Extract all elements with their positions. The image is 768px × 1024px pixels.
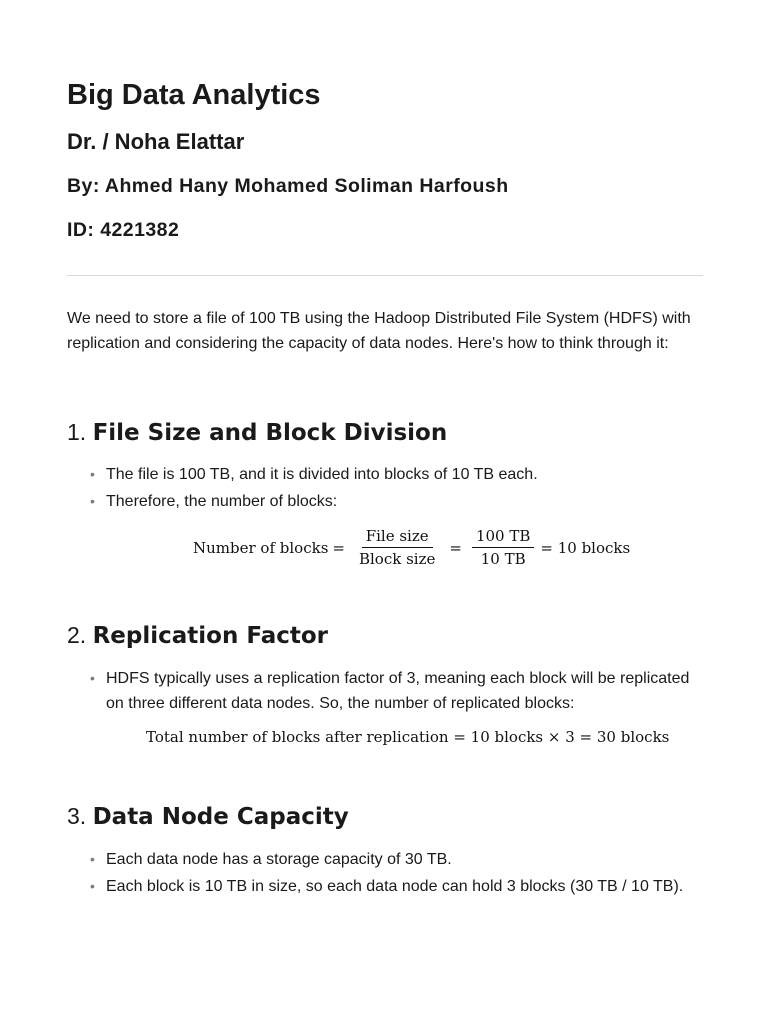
document-title: Big Data Analytics: [67, 79, 321, 111]
section-heading-file-size: [67, 418, 447, 447]
list-item-text: Each data node has a storage capacity of 30 TB.: [106, 851, 452, 868]
list-item: [67, 489, 703, 514]
list-item-text: HDFS typically uses a replication factor of 3, meaning each block will be replicated on three different data nodes. So, the number of replicated blocks:: [106, 670, 690, 712]
formula-equals: =: [449, 538, 462, 557]
formula-fraction-size: [355, 527, 439, 568]
list-item: [67, 462, 703, 487]
formula-text: Total number of blocks after replication = 10 blocks × 3 = 30 blocks: [146, 728, 670, 746]
section-number: 2.: [67, 622, 87, 648]
section-heading-data-node: [67, 802, 349, 831]
student-id: ID: 4221382: [67, 219, 180, 241]
section-title: Replication Factor: [92, 623, 328, 649]
list-item-text: The file is 100 TB, and it is divided into blocks of 10 TB each.: [106, 466, 538, 483]
intro-paragraph: We need to store a file of 100 TB using the Hadoop Distributed File System (HDFS) with replication and considering the capacity of data nodes. Here's how to think through it:: [67, 310, 691, 352]
formula-replicated-blocks: [146, 728, 669, 746]
section-3-bullets: [67, 847, 703, 901]
formula-equals: =: [332, 538, 345, 557]
section-number: 1.: [67, 419, 87, 445]
fraction-denominator: Block size: [358, 550, 436, 568]
bullet-icon: •: [90, 466, 95, 482]
list-item: [67, 874, 703, 899]
formula-rhs: = 10 blocks: [540, 538, 631, 557]
instructor-name: Dr. / Noha Elattar: [67, 129, 245, 154]
bullet-icon: •: [90, 878, 95, 894]
section-2-bullets: [67, 666, 703, 718]
fraction-numerator: File size: [362, 527, 433, 548]
bullet-icon: •: [90, 851, 95, 867]
section-title: Data Node Capacity: [92, 804, 349, 830]
list-item: [67, 666, 703, 716]
section-heading-replication: [67, 621, 328, 650]
list-item: [67, 847, 703, 872]
formula-lhs: Number of blocks: [193, 538, 329, 557]
section-title: File Size and Block Division: [92, 420, 448, 446]
bullet-icon: •: [90, 493, 95, 509]
section-1-bullets: [67, 462, 703, 516]
list-item-text: Therefore, the number of blocks:: [106, 493, 338, 510]
fraction-numerator: 100 TB: [472, 527, 534, 548]
bullet-icon: •: [90, 670, 95, 686]
formula-number-of-blocks: [193, 527, 630, 568]
horizontal-divider: [67, 275, 703, 276]
author-byline: By: Ahmed Hany Mohamed Soliman Harfoush: [67, 175, 509, 197]
fraction-denominator: 10 TB: [480, 550, 526, 568]
section-number: 3.: [67, 803, 87, 829]
list-item-text: Each block is 10 TB in size, so each data node can hold 3 blocks (30 TB / 10 TB).: [106, 878, 684, 895]
formula-fraction-tb: [472, 527, 534, 568]
